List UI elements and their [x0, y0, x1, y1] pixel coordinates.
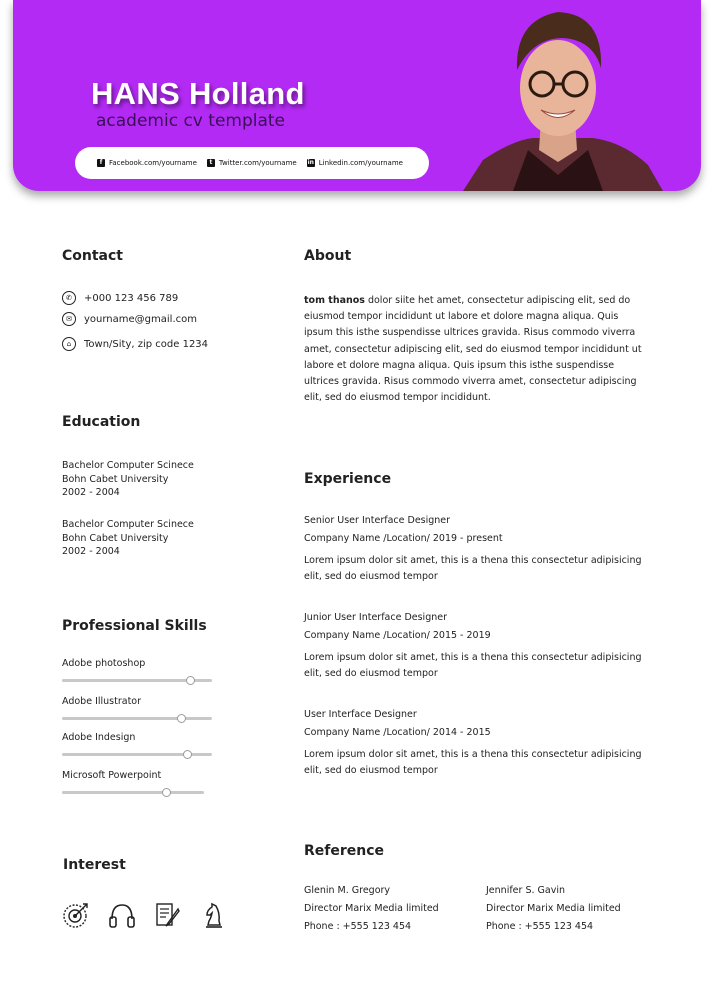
- education-years: 2002 - 2004: [62, 546, 120, 557]
- skill-slider-knob[interactable]: [186, 676, 195, 685]
- skill-label: Adobe Indesign: [62, 732, 136, 743]
- about-body: dolor siite het amet, consectetur adipiscing elit, sed do eiusmod tempor incididunt ut labore et dolore magna aliqua. Quis ipsum this isthe suspendisse ultrices gravida. Risus commodo viverra amet, consectetur adipiscing elit, sed do eiusmod tempor incididunt ut labore et dolore magna aliqua. Quis ipsum this isthe suspendisse ultrices gravida. Risus commodo viverra amet, consectetur adipiscing elit, sed do eiusmod tempor incididunt.: [304, 295, 642, 404]
- reference-position: Director Marix Media limited: [304, 903, 439, 914]
- skills-title: Professional Skills: [62, 618, 207, 634]
- address-text: Town/Sity, zip code 1234: [84, 338, 209, 350]
- reference-position: Director Marix Media limited: [486, 903, 621, 914]
- social-link-twitter[interactable]: [207, 159, 297, 167]
- experience-description: Lorem ipsum dolor sit amet, this is a thena this consectetur adipisicing elit, sed do eiusmod tempor: [304, 652, 642, 679]
- education-item: [62, 518, 194, 559]
- skill-slider-track: [62, 753, 212, 756]
- experience-item: [304, 515, 644, 585]
- facebook-icon: f: [97, 159, 105, 167]
- skill-slider-track: [62, 679, 212, 682]
- person-name: HANS Holland: [91, 76, 305, 111]
- about-name: tom thanos: [304, 295, 365, 306]
- experience-role: Junior User Interface Designer: [304, 612, 447, 623]
- skill-item: [62, 770, 204, 794]
- chess-knight-icon: [200, 901, 228, 929]
- social-link-linkedin[interactable]: [307, 159, 403, 167]
- education-degree: Bachelor Computer Scinece: [62, 519, 194, 530]
- contact-email: [62, 312, 197, 326]
- facebook-link-text[interactable]: Facebook.com/yourname: [109, 159, 197, 167]
- skill-slider-track: [62, 791, 204, 794]
- reference-phone: Phone : +555 123 454: [304, 921, 412, 932]
- document-subtitle: academic cv template: [96, 111, 286, 131]
- linkedin-icon: in: [307, 159, 314, 166]
- skill-item: [62, 696, 212, 720]
- skill-slider-track: [62, 717, 212, 720]
- experience-item: [304, 709, 644, 779]
- skill-item: [62, 658, 212, 682]
- writing-icon: [154, 901, 182, 929]
- experience-description: Lorem ipsum dolor sit amet, this is a thena this consectetur adipisicing elit, sed do eiusmod tempor: [304, 555, 642, 582]
- skill-label: Microsoft Powerpoint: [62, 770, 162, 781]
- experience-title: Experience: [304, 471, 392, 487]
- experience-role: User Interface Designer: [304, 709, 417, 720]
- experience-item: [304, 612, 644, 682]
- education-years: 2002 - 2004: [62, 487, 120, 498]
- social-link-facebook[interactable]: [97, 159, 197, 167]
- profile-photo: [453, 0, 663, 191]
- education-school: Bohn Cabet University: [62, 473, 169, 485]
- target-icon: [62, 901, 90, 929]
- skill-label: Adobe photoshop: [62, 658, 146, 669]
- experience-company: Company Name /Location/ 2019 - present: [304, 533, 503, 544]
- experience-role: Senior User Interface Designer: [304, 515, 451, 526]
- contact-title: Contact: [62, 248, 123, 264]
- experience-description: Lorem ipsum dolor sit amet, this is a thena this consectetur adipisicing elit, sed do eiusmod tempor: [304, 749, 642, 776]
- phone-text: +000 123 456 789: [84, 292, 179, 304]
- education-title: Education: [62, 414, 141, 430]
- skill-label: Adobe Illustrator: [62, 696, 142, 707]
- twitter-icon: t: [207, 159, 215, 167]
- twitter-link-text[interactable]: Twitter.com/yourname: [218, 159, 297, 167]
- skill-item: [62, 732, 212, 756]
- skill-slider-knob[interactable]: [177, 714, 186, 723]
- reference-name: Jennifer S. Gavin: [486, 885, 565, 896]
- experience-company: Company Name /Location/ 2015 - 2019: [304, 630, 491, 641]
- interest-title: Interest: [63, 857, 126, 873]
- email-icon: ✉: [62, 312, 76, 326]
- skill-slider-knob[interactable]: [162, 788, 171, 797]
- interest-icons: [62, 901, 228, 929]
- phone-icon: ✆: [62, 291, 76, 305]
- reference-name: Glenin M. Gregory: [304, 885, 391, 896]
- education-item: [62, 459, 194, 500]
- reference-phone: Phone : +555 123 454: [486, 921, 594, 932]
- email-text[interactable]: yourname@gmail.com: [84, 313, 197, 325]
- experience-company: Company Name /Location/ 2014 - 2015: [304, 727, 491, 738]
- education-school: Bohn Cabet University: [62, 532, 169, 544]
- linkedin-link-text[interactable]: Linkedin.com/yourname: [318, 159, 403, 167]
- education-degree: Bachelor Computer Scinece: [62, 460, 194, 471]
- contact-address: [62, 337, 208, 351]
- reference-title: Reference: [304, 843, 385, 859]
- social-links-bar: [75, 147, 429, 179]
- reference-item: [304, 882, 439, 936]
- contact-phone: [62, 291, 178, 305]
- about-text: [304, 293, 644, 406]
- header-banner: [13, 0, 701, 191]
- skill-slider-knob[interactable]: [183, 750, 192, 759]
- about-title: About: [304, 248, 352, 264]
- reference-item: [486, 882, 621, 936]
- home-icon: ⌂: [62, 337, 76, 351]
- headphones-icon: [108, 901, 136, 929]
